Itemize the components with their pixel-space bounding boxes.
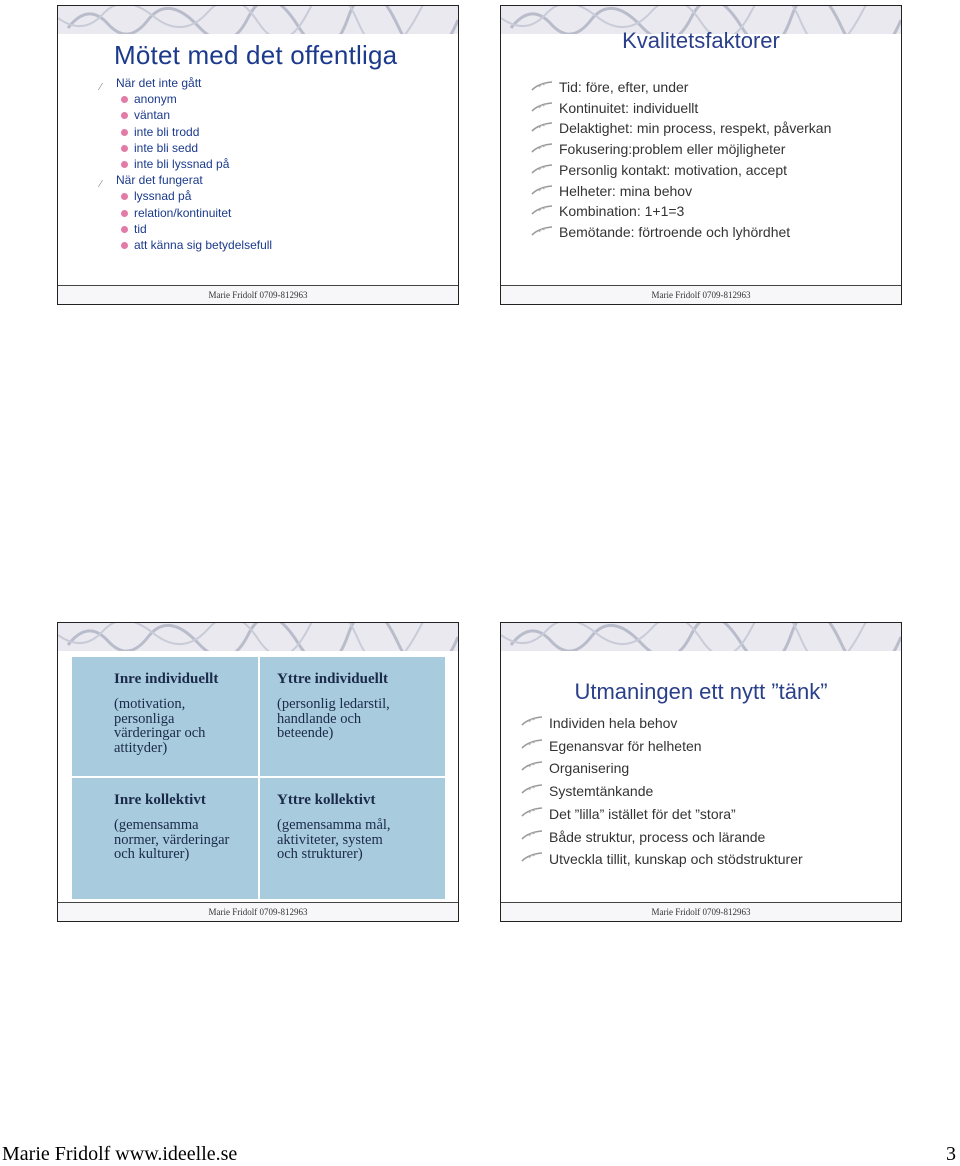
group-label: När det fungerat <box>116 173 203 188</box>
list-item-text: lyssnad på <box>134 189 192 204</box>
pink-dot-bullet-icon <box>121 96 128 103</box>
list-item <box>521 848 803 871</box>
list-item <box>531 139 831 160</box>
feather-bullet-icon <box>531 122 553 132</box>
quadrant-heading: Inre kollektivt <box>114 792 206 808</box>
feather-bullet-icon <box>531 205 553 215</box>
list-item-text: Individen hela behov <box>549 715 678 731</box>
pink-dot-bullet-icon <box>121 210 128 217</box>
list-item <box>531 201 831 222</box>
list-item-text: inte bli lyssnad på <box>134 157 230 172</box>
group-label: När det inte gått <box>116 76 202 90</box>
slide-footer: Marie Fridolf 0709-812963 <box>58 902 458 922</box>
swirl-pattern-icon <box>58 623 458 651</box>
list-item <box>521 735 803 758</box>
feather-bullet-icon <box>531 226 553 236</box>
feather-bullet-icon <box>531 185 553 195</box>
decorative-header-band <box>58 6 458 34</box>
list-item <box>100 140 272 156</box>
feather-bullet-icon <box>521 807 543 817</box>
list-item <box>100 221 272 237</box>
feather-bullet-icon <box>521 761 543 771</box>
slide-footer: Marie Fridolf 0709-812963 <box>501 902 901 922</box>
list-item-text: Kombination: 1+1=3 <box>559 203 685 220</box>
slide-4 <box>500 622 902 922</box>
pink-dot-bullet-icon <box>121 193 128 200</box>
list-item <box>531 222 831 243</box>
list-item-text: Systemtänkande <box>549 783 654 800</box>
bullet-list <box>521 712 803 871</box>
list-item <box>531 160 831 181</box>
list-item <box>521 780 803 803</box>
group-heading <box>100 172 272 191</box>
list-item-text: Både struktur, process och lärande <box>549 828 766 845</box>
feather-bullet-icon <box>521 830 543 840</box>
feather-bullet-icon <box>531 102 553 112</box>
slide-2 <box>500 5 902 305</box>
list-item <box>521 712 803 735</box>
list-item-text: tid <box>134 221 147 236</box>
quadrant-inner-individual <box>114 671 234 755</box>
quadrant-body: (gemensamma normer, värderingar och kulturer) <box>114 817 230 862</box>
decorative-header-band <box>58 623 458 651</box>
slide-title: Utmaningen ett nytt ”tänk” <box>574 679 828 704</box>
list-item-text: Helheter: mina behov <box>559 182 693 199</box>
list-item <box>521 757 803 780</box>
pink-dot-bullet-icon <box>121 112 128 119</box>
bullet-list <box>531 77 831 243</box>
list-item <box>521 803 803 826</box>
feather-bullet-icon: ⁄ <box>100 82 102 93</box>
quadrant-heading: Yttre kollektivt <box>277 792 376 808</box>
slide-title: Kvalitetsfaktorer <box>622 28 780 53</box>
pink-dot-bullet-icon <box>121 161 128 168</box>
quadrant-heading: Inre individuellt <box>114 671 219 687</box>
list-item-text: Personlig kontakt: motivation, accept <box>559 161 788 178</box>
list-item-text: anonym <box>134 92 177 107</box>
pink-dot-bullet-icon <box>121 226 128 233</box>
slide-footer: Marie Fridolf 0709-812963 <box>501 285 901 305</box>
quadrant-body: (personlig ledarstil, handlande och beteende) <box>277 696 390 741</box>
quadrant-body: (gemensamma mål, aktiviteter, system och strukturer) <box>277 817 391 862</box>
list-item-text: Tid: före, efter, under <box>559 79 689 95</box>
slide-1 <box>57 5 459 305</box>
pink-dot-bullet-icon <box>121 145 128 152</box>
pink-dot-bullet-icon <box>121 242 128 249</box>
quadrant-outer-collective <box>277 792 407 862</box>
list-item <box>531 118 831 139</box>
feather-bullet-icon <box>521 852 543 862</box>
feather-bullet-icon <box>531 143 553 153</box>
grid-divider-vertical <box>258 657 260 899</box>
list-item-text: väntan <box>134 108 171 123</box>
list-item-text: Egenansvar för helheten <box>549 737 702 754</box>
feather-bullet-icon: ⁄ <box>100 179 102 191</box>
quadrant-heading: Yttre individuellt <box>277 671 388 687</box>
page-number: 3 <box>946 1143 956 1165</box>
bullet-list <box>100 75 272 253</box>
list-item <box>100 156 272 172</box>
grid-divider-horizontal <box>72 776 445 778</box>
list-item <box>531 181 831 202</box>
feather-bullet-icon <box>521 716 543 726</box>
list-item-text: att känna sig betydelsefull <box>134 238 273 253</box>
list-item <box>531 77 831 98</box>
slide-footer: Marie Fridolf 0709-812963 <box>58 285 458 305</box>
list-item-text: inte bli sedd <box>134 140 199 155</box>
list-item-text: Delaktighet: min process, respekt, påverkan <box>559 120 832 137</box>
list-item-text: Bemötande: förtroende och lyhördhet <box>559 223 791 240</box>
list-item-text: Det ”lilla” istället för det ”stora” <box>549 805 736 822</box>
list-item-text: Organisering <box>549 760 630 777</box>
list-item <box>100 205 272 221</box>
list-item-text: Kontinuitet: individuellt <box>559 99 699 116</box>
list-item <box>100 188 272 204</box>
list-item-text: relation/kontinuitet <box>134 205 232 220</box>
list-item <box>100 124 272 140</box>
pink-dot-bullet-icon <box>121 129 128 136</box>
list-item <box>521 826 803 849</box>
feather-bullet-icon <box>521 784 543 794</box>
list-item-text: Fokusering:problem eller möjligheter <box>559 141 786 158</box>
feather-bullet-icon <box>531 164 553 174</box>
page-footer-author: Marie Fridolf www.ideelle.se <box>2 1143 238 1165</box>
decorative-header-band <box>501 623 901 651</box>
list-item-text: Utveckla tillit, kunskap och stödstrukturer <box>549 851 803 868</box>
slide-title: Mötet med det offentliga <box>114 40 398 70</box>
swirl-pattern-icon <box>501 623 901 651</box>
swirl-pattern-icon <box>58 6 458 34</box>
quadrant-body: (motivation, personliga värderingar och attityder) <box>114 696 206 756</box>
group-heading <box>100 75 272 91</box>
quadrant-inner-collective <box>114 792 234 862</box>
list-item <box>531 98 831 119</box>
list-item <box>100 107 272 123</box>
feather-bullet-icon <box>521 739 543 749</box>
list-item-text: inte bli trodd <box>134 124 200 139</box>
slide-3 <box>57 622 459 922</box>
feather-bullet-icon <box>531 81 553 91</box>
quadrant-outer-individual <box>277 671 417 741</box>
list-item <box>100 237 272 253</box>
list-item <box>100 91 272 107</box>
